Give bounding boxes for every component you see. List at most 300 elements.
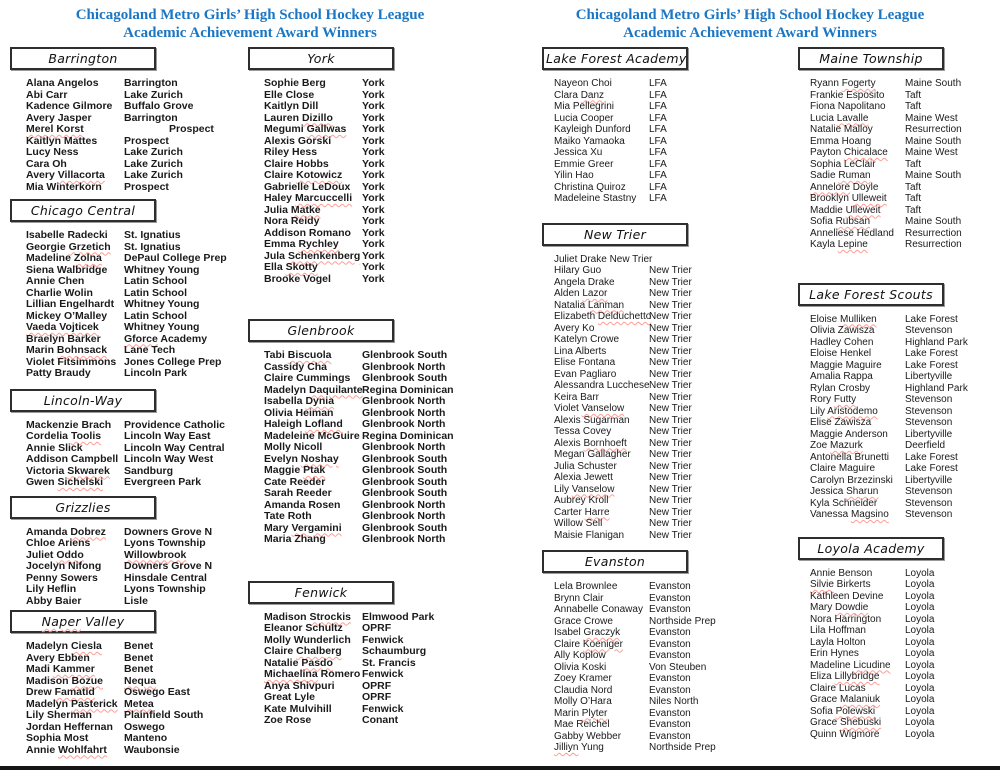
school-name: Glenbrook South [362,372,448,384]
school-name: Loyola [905,694,935,705]
school-name: Benet [124,663,154,675]
school-name: LFA [649,89,667,101]
school-name: York [362,261,385,273]
winner-row [554,323,794,335]
winner-row [810,136,998,148]
award-section-maine-township [798,47,998,251]
student-name: Gwen Sichelski [26,476,104,488]
school-name: Lake Forest [905,313,958,325]
winner-row [26,101,242,113]
student-name: Abby Baier [26,594,82,607]
spellcheck-underline: Oddo [56,548,84,561]
spellcheck-underline: Delduchetto [597,311,652,322]
student-name: Annabelle Conaway [554,604,643,615]
school-name: York [362,272,385,285]
spellcheck-underline: Bornhoeft [583,437,627,449]
student-name: Sarah Reeder [264,487,332,499]
winner-row [810,429,998,441]
student-name: Molly Wunderlich [264,633,351,646]
winner-list [10,78,242,193]
section-header-box [798,47,944,70]
school-name: Highland Park [905,382,968,394]
spellcheck-underline: Mazurk [830,440,863,451]
school-name: LFA [649,78,667,89]
student-name: Keira Barr [554,391,600,403]
student-name: Maggie Ptak [264,464,326,476]
winner-row [554,449,794,461]
student-name: Grace Malaniuk [810,694,881,705]
winner-row [554,604,794,616]
winner-row [554,507,794,519]
winner-row [554,731,794,743]
student-name: Maddie Ulleweit [810,204,881,216]
winner-row [554,719,794,731]
winner-row [26,477,242,489]
spellcheck-underline: Nequa [124,674,157,687]
student-name: Cate Reeder [264,475,326,488]
spellcheck-underline: Shebuski [840,717,882,728]
page-title [500,6,1000,42]
winner-row [554,662,794,674]
student-name: Mary Dowdie [810,602,869,613]
award-section-york [248,47,493,285]
student-name: Jessica Xu [554,147,603,158]
school-name: New Trier [649,437,692,449]
student-name: Sophia Most [26,732,89,744]
school-name: Loyola [905,705,935,717]
school-name: Evanston [649,604,691,615]
student-name: Sophia LeClair [810,158,876,170]
student-name: Willow Sell [554,518,603,529]
school-name: Loyola [905,590,935,602]
winner-row [554,357,794,369]
student-name: Eloise Mulliken [810,313,877,325]
student-name: Olivia Heiman [264,406,334,419]
student-name: Madeleine Stastny [554,193,637,204]
spellcheck-underline: Dynia [305,395,335,407]
winner-row [264,350,493,362]
school-name: New Trier [649,288,692,299]
spellcheck-underline: Skwarek [67,464,110,477]
student-name: Jula Schenkenberg [264,249,361,262]
student-name: Amanda Dobrez [26,525,106,538]
school-name: Lincoln Way Central [124,441,225,454]
student-name: Marin Plyter [554,707,608,719]
winner-row [810,205,998,217]
student-name: Carter Harre [554,506,610,518]
award-section-fenwick [248,581,493,727]
winner-list [798,568,998,741]
school-name: New Trier [649,506,692,518]
student-name: Madison Bozue [26,674,104,687]
student-name: Kadence Gilmore [26,100,113,112]
school-name: Glenbrook North [362,360,446,373]
school-name: Barrington [124,111,178,124]
school-name: Loyola [905,579,935,590]
student-name: Mary Vergamini [264,521,342,534]
section-title: Lake Forest Scouts [809,286,933,302]
spellcheck-underline: Dowdie [835,602,869,613]
student-name: Lucia Cooper [554,112,614,124]
school-name: Lincoln Way West [124,453,214,465]
student-name: Amanda Rosen [264,498,341,511]
student-name: Natalie Pasdo [264,656,333,669]
student-name: Lucy Ness [26,146,79,158]
section-title: Lake Forest Academy [546,51,687,66]
school-name: York [362,123,385,135]
spellcheck-underline: Toolis [70,430,102,442]
school-name: New Trier [649,483,692,495]
winner-row [554,90,794,102]
spellcheck-underline: Polewski [835,705,876,717]
spellcheck-underline: Lillybridge [834,671,880,682]
school-name: York [362,192,385,204]
school-name: York [362,77,385,89]
school-name: Taft [905,181,922,193]
winner-row [264,274,493,286]
spellcheck-underline: Lanman [587,299,625,311]
spellcheck-underline: Schenkenberg [287,249,361,262]
spellcheck-underline: Marcuccelli [294,192,353,204]
school-name: LFA [649,135,667,147]
winner-row [810,648,998,660]
winner-row [554,742,794,754]
section-title: Barrington [48,51,118,66]
page-title-line1: Chicagoland Metro Girls’ High School Hockey League [75,7,425,23]
student-name: Gabrielle LeDoux [264,180,351,193]
winner-row [810,371,998,383]
school-name: Evanston [649,719,691,730]
school-name: Latin School [124,286,187,299]
spellcheck-underline: Sichelski [57,476,104,488]
student-name: Kayla Lepine [810,239,868,250]
section-header-box [10,389,156,412]
winner-row [810,660,998,672]
winner-row [810,90,998,102]
student-name: Annie Benson [810,567,873,579]
school-name: Oswego [124,720,165,733]
winner-row [264,419,493,431]
school-name: York [362,100,385,112]
student-name: Lillian Engelhardt [26,298,115,310]
school-name: Lake Zurich [124,157,183,170]
school-name: Glenbrook South [362,475,448,488]
student-name: Nora Reidy [264,215,320,227]
school-name: Lincoln Park [124,367,188,379]
student-name: Brooklyn Ulleweit [810,193,887,204]
school-name: Maine South [905,216,962,227]
winner-row [554,311,794,323]
spellcheck-underline: Noshay [300,452,339,465]
winner-row [554,346,794,358]
school-name: Glenbrook North [362,533,446,545]
student-name: Olivia Koski [554,661,607,673]
winner-row [810,694,998,706]
student-name: Great Lyle [264,691,315,703]
school-name: Maine West [905,147,958,158]
student-name: Gabby Webber [554,730,622,742]
school-name: Libertyville [905,371,953,382]
winner-list [798,78,998,251]
spellcheck-underline: Gallwas [306,123,347,135]
winner-row [554,518,794,530]
student-name: Madelyn Daquilante [264,383,363,396]
school-name: LFA [649,170,667,181]
spellcheck-underline: Lepine [837,239,868,250]
student-name: Lela Brownlee [554,581,618,592]
winner-row [26,745,242,757]
student-name: Zoe Rose [264,714,312,726]
school-name: Maine West [905,112,958,124]
student-name: Isabel Graczyk [554,627,621,638]
student-name: Antonella Brunetti [810,451,889,463]
student-name: Isabella Dynia [264,395,335,407]
student-name: Molly O’Hara [554,696,612,707]
winner-row [554,159,794,171]
school-name: Conant [362,714,399,726]
student-name: Eloise Henkel [810,348,872,359]
winner-list [248,78,493,285]
winner-row [26,431,242,443]
winner-row [810,475,998,487]
student-name: Addison Campbell [26,453,119,465]
winner-row [554,403,794,415]
school-name: Glenbrook South [362,464,448,476]
school-name: Lake Forest [905,348,958,359]
student-name: Kate Mulvihill [264,702,332,715]
section-header-box [542,47,688,70]
student-name: Maiko Yamaoka [554,135,625,147]
spellcheck-underline: Vaeda Vojticek [26,321,99,333]
award-section-new-trier [542,223,794,542]
winner-row [26,299,242,311]
winner-row [264,170,493,182]
spellcheck-underline: Bohnsack [56,344,108,356]
section-header-box [10,610,156,633]
school-name: LFA [649,147,667,158]
student-name: Silvie Birkerts [810,579,871,590]
student-name: Haleigh Lofland [264,418,343,430]
school-name: New Trier [649,529,692,541]
winner-row [810,602,998,614]
spellcheck-underline: Magsino [850,509,889,520]
winner-row [264,78,493,90]
winner-row [554,708,794,720]
spellcheck-underline: Harre [584,506,610,518]
spellcheck-underline: Villacorta [57,169,105,181]
school-name: Oswego East [124,686,190,698]
school-name: Glenbrook South [362,487,448,499]
winner-row [26,170,242,182]
spellcheck-underline: Dobrez [70,525,106,538]
student-name: Tate Roth [264,510,312,522]
winner-row [554,461,794,473]
student-name: Ally Koplow [554,650,606,661]
student-name: Clara Danz [554,89,605,101]
school-name: Benet [124,640,154,652]
school-name: Whitney Young [124,263,200,276]
winner-list [542,78,794,205]
school-name: Northside Prep [649,742,716,753]
student-name: Mickey O’Malley [26,309,108,322]
student-name: Madi Kammer [26,663,95,675]
school-name: Evanston [649,650,691,661]
student-name [26,322,124,334]
award-section-evanston [542,550,794,754]
student-name: Emma Hoang [810,135,872,147]
winner-row [554,650,794,662]
student-name: Claire Hobbs [264,157,329,170]
student-name: Lily Heflin [26,583,77,595]
student-name: Jordan Heffernan [26,720,113,733]
student-name: Lily Aristodemo [810,405,878,417]
winner-row [554,300,794,312]
school-name: Sandburg [124,464,173,477]
school-name: Regina Dominican [362,383,454,396]
school-name: Glenbrook North [362,418,446,430]
student-name: Annie Chen [26,275,85,287]
page-title-line2: Academic Achievement Award Winners [623,25,877,41]
school-name: Resurrection [905,239,962,250]
student-name: Carolyn Brzezinski [810,474,893,486]
student-name: Michaelina Romero [264,668,361,680]
column-left-2 [248,47,493,735]
school-name: Evanston [649,581,691,592]
winner-row [810,417,998,429]
column-right-2 [798,47,998,748]
school-name: York [362,238,385,250]
winner-row [810,101,998,113]
spellcheck-underline: Kammer [52,663,95,675]
winner-row [554,627,794,639]
section-header-box [248,581,394,604]
student-name: Marin Bohnsack [26,344,108,356]
winner-row [26,641,242,653]
school-name: Evanston [649,684,691,696]
school-name: Schaumburg [362,645,427,657]
student-name: Mackenzie Brach [26,418,112,431]
winner-row [26,345,242,357]
winner-row [554,426,794,438]
spellcheck-underline: Skotty [285,261,318,273]
school-name: Glenbrook South [362,521,448,534]
spellcheck-underline: Wohlfahrt [58,743,107,756]
school-name: Loyola [905,625,935,636]
section-title: Maine Township [819,51,923,66]
winner-list [10,420,242,489]
student-name: Kaitlyn Dill [264,100,319,112]
school-name: Buffalo Grove [124,100,194,112]
winner-row [554,182,794,194]
winner-row [810,124,998,136]
student-name: Claudia Nord [554,684,613,696]
winner-row [554,593,794,605]
student-name: Victoria Skwarek [26,464,110,477]
student-name: Patty Braudy [26,367,91,379]
school-name: Fenwick [362,668,404,680]
school-name: St. Francis [362,656,416,669]
award-section-chicago-central [10,199,242,380]
student-name: Abi Carr [26,88,68,101]
school-name: New Trier [649,357,692,368]
student-name: Elle Close [264,88,315,101]
winner-row [810,325,998,337]
school-name: Loyola [905,636,935,648]
school-name: York [362,249,385,262]
winner-row [26,596,242,608]
section-header-box [542,550,688,573]
school-name: York [362,111,385,124]
student-name: Jocelyn Nifong [26,560,102,572]
winner-row [810,360,998,372]
school-name: Lake Forest [905,451,958,463]
spellcheck-underline: Aristodemo [827,405,878,417]
section-title: Fenwick [294,584,348,600]
student-name: Nora Harrington [810,613,882,625]
school-name: Loyola [905,717,935,728]
school-name: Highland Park [905,336,968,348]
section-header-box [10,47,156,70]
student-name: Claire Maguire [810,463,876,474]
student-name: Alexia Jewett [554,472,613,483]
winner-row [810,509,998,521]
student-name: Annelore Doyle [810,181,879,193]
spellcheck-underline: Lazor [582,288,608,299]
school-name: New Trier [649,426,692,437]
school-name: New Trier [649,311,692,322]
winner-row [810,170,998,182]
winner-row [26,276,242,288]
school-name: Resurrection [905,227,962,239]
school-name: Lake Forest [905,463,958,474]
school-name: Fenwick [362,633,404,646]
school-name: New Trier [649,322,692,334]
spellcheck-underline: Lavalle [836,112,869,124]
school-name: Benet [124,651,154,664]
winner-row [810,729,998,741]
winner-row [810,314,998,326]
winner-row [264,147,493,159]
spellcheck-underline: Ruman [838,170,871,181]
school-name: Evanston [649,627,691,638]
student-name: Molly Nicoll [264,441,323,453]
winner-list [248,612,493,727]
award-section-glenbrook [248,319,493,546]
school-name: Regina Dominican [362,429,454,442]
school-name: Evanston [649,707,691,719]
student-name: Claire Cummings [264,372,351,384]
section-header-box [248,319,394,342]
spellcheck-underline: Danz [580,89,605,101]
winner-row [810,182,998,194]
school-name: Providence Catholic [124,418,225,431]
section-title: Evanston [584,554,646,569]
school-name: Fenwick [362,702,404,715]
winner-row [554,495,794,507]
student-name: Kayleigh Dunford [554,124,631,135]
school-name: York [362,226,385,239]
spellcheck-underline: Willowbrook [124,548,187,561]
school-name: Stevenson [905,417,953,428]
student-name: Emmie Greer [554,158,614,170]
student-name: Christina Quiroz [554,181,626,193]
winner-row [554,415,794,427]
school-name: Evanston [649,638,691,650]
school-name: York [362,157,385,170]
winner-row [264,534,493,546]
student-name: Brynn Clair [554,592,604,604]
spellcheck-underline: Graczyk [583,627,621,638]
